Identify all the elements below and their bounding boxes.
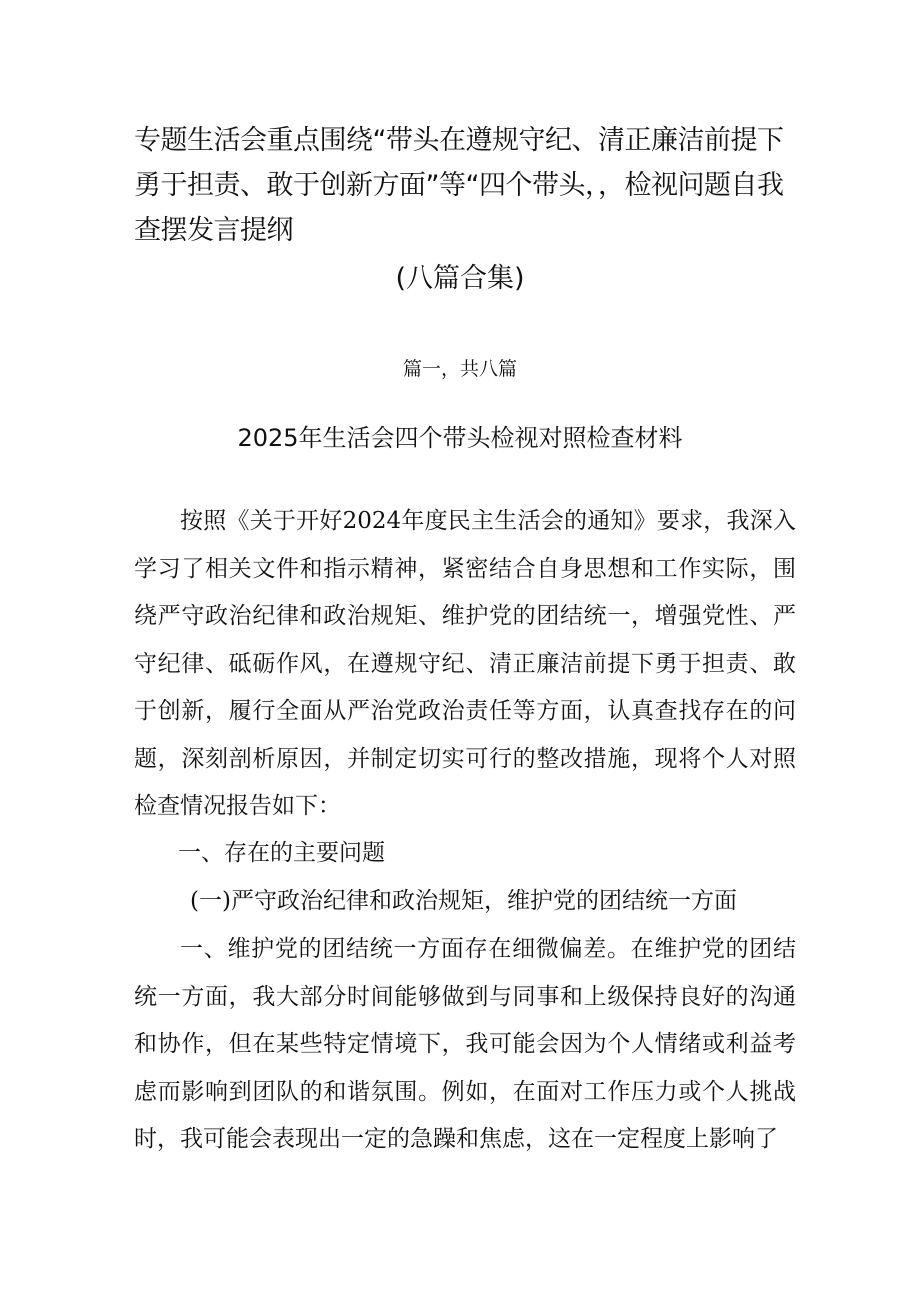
article-title: 2025年生活会四个带头检视对照检查材料: [237, 424, 683, 452]
section-heading-main-problems: 一、存在的主要问题: [178, 840, 385, 866]
document-main-title: 专题生活会重点围绕“带头在遵规守纪、清正廉洁前提下勇于担责、敢于创新方面”等“四个带头，，检视问题自我查摆发言提纲: [134, 125, 784, 246]
section-label: 篇一，共八篇: [402, 358, 517, 380]
problem-paragraph-unity: 一、维护党的团结统一方面存在细微偏差。在维护党的团结统一方面，我大部分时间能够做到与同事和上级保持良好的沟通和协作，但在某些特定情境下，我可能会因为个人情绪或利益考虑而影响到团队的和谐氛围。例如，在面对工作压力或个人挑战时，我可能会表现出一定的急躁和焦虑，这在一定程度上影响了: [134, 936, 796, 1152]
intro-paragraph: 按照《关于开好2024年度民主生活会的通知》要求，我深入学习了相关文件和指示精神，紧密结合自身思想和工作实际，围绕严守政治纪律和政治规矩、维护党的团结统一，增强党性、严守纪律、砥砺作风，在遵规守纪、清正廉洁前提下勇于担责、敢于创新，履行全面从严治党政治责任等方面，认真查找存在的问题，深刻剖析原因，并制定切实可行的整改措施，现将个人对照检查情况报告如下：: [134, 508, 796, 819]
document-subtitle: (八篇合集): [395, 263, 525, 294]
subsection-heading-political-discipline: (一)严守政治纪律和政治规矩，维护党的团结统一方面: [190, 888, 737, 914]
